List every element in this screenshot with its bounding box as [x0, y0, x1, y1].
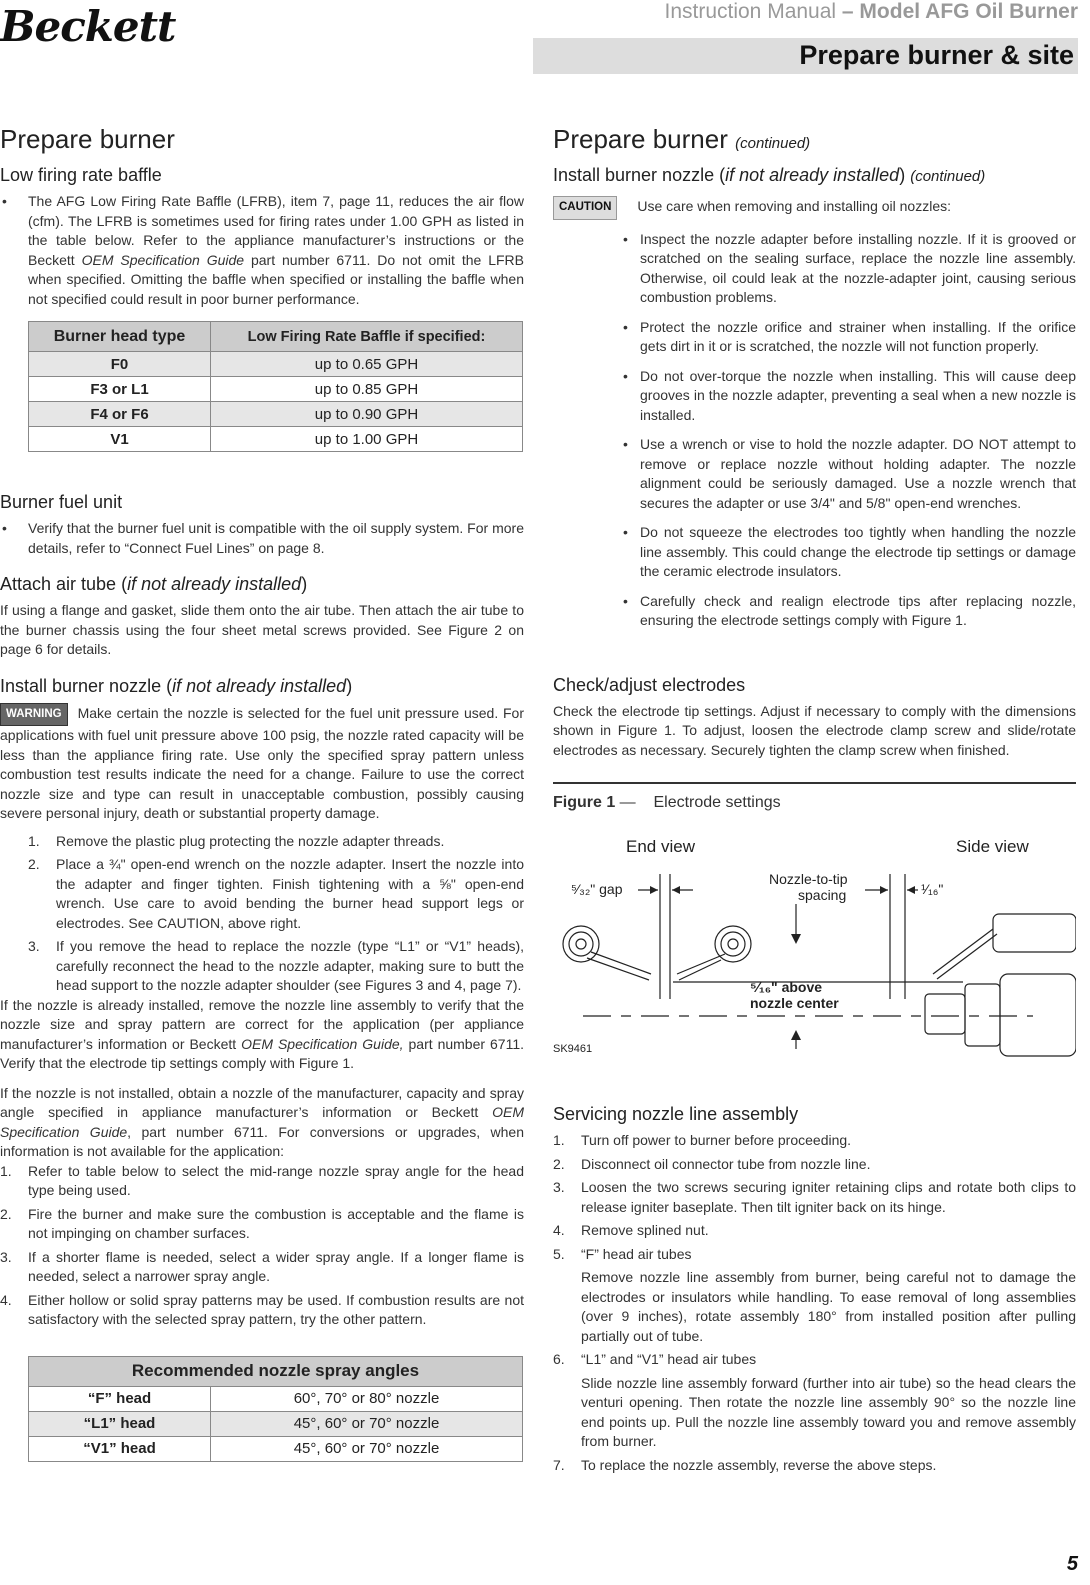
manual-title — [664, 0, 1078, 24]
lfrb-col-head: Burner head type — [29, 322, 211, 352]
electrode-settings-diagram — [553, 824, 1076, 1064]
list-item: 3. If a shorter flame is needed, select a wider spray angle. If a longer flame is needed, select a narrower spray angle. — [0, 1248, 524, 1284]
list-item: 6. “L1” and “V1” head air tubes — [553, 1351, 757, 1367]
caution-bullet: • Do not over-torque the nozzle when installing. This will cause deep grooves in the nozzle adapter, preventing a seal when a new nozzle is installed. — [623, 367, 1076, 423]
servicing-sub-l1v1: Slide nozzle line assembly forward (further into air tube) so the head clears the venturi opening. Then rotate the nozzle line assembly 90° so the nozzle line end points up. Pull the nozzle line assembly toward you and remove assembly from burner. — [581, 1374, 1076, 1449]
list-item: 2. Disconnect oil connector tube from nozzle line. — [553, 1155, 871, 1172]
caution-row — [553, 196, 1076, 220]
list-item: 1. Remove the plastic plug protecting the nozzle adapter threads. — [28, 832, 445, 849]
caution-bullet: • Inspect the nozzle adapter before installing nozzle. If it is grooved or scratched on the sealing surface, replace the nozzle line assembly. Otherwise, oil could leak at the nozzle-adapter joint, causing serious combustion problems. — [623, 230, 1076, 305]
lfrb-col-baffle: Low Firing Rate Baffle if specified: — [211, 322, 523, 352]
left-title: Prepare burner — [0, 124, 175, 154]
caution-bullet: • Protect the nozzle orifice and strainer when installing. If the orifice gets dirt in it or is scratched, the nozzle will not function properly. — [623, 318, 1076, 354]
selection-steps — [0, 1162, 524, 1330]
above-label-2: nozzle center — [750, 995, 839, 1011]
caution-bullet: • Use a wrench or vise to hold the nozzle adapter. DO NOT attempt to remove or replace nozzle without holding adapter. The nozzle alignment could be seriously damaged. Use a nozzle wrench that secures the adapter or use 3/4" and 5/8" open-end wrenches. — [623, 436, 1076, 511]
caution-badge: CAUTION — [553, 196, 617, 220]
tip-spacing-label-2: spacing — [798, 887, 847, 903]
manual-label: Instruction Manual — [664, 0, 837, 23]
list-item: 1. Refer to table below to select the mid-range nozzle spray angle for the head type being used. — [0, 1162, 524, 1198]
section-bar — [533, 38, 1078, 74]
servicing-steps-cont — [553, 1350, 1076, 1370]
right-column — [553, 124, 1076, 1475]
lfrb-text: The AFG Low Firing Rate Baffle (LFRB), item 7, page 11, reduces the air flow (cfm). The LFRB is sometimes used for firing rates under 1.00 GPH as listed in the table below. Refer to the appliance manufacturer’s instructions or the Beckett OEM Specification Guide part number 6711. Do not omit the LFRB when specified. Omitting the baffle when specified or installing the baffle when not specified could result in poor burner performance. — [28, 193, 524, 307]
fuel-bullet: • Verify that the burner fuel unit is compatible with the oil supply system. For more details, refer to “Connect Fuel Lines” on page 8. — [0, 519, 524, 558]
model-label: – Model AFG Oil Burner — [841, 0, 1078, 23]
section-title: Prepare burner & site — [799, 40, 1074, 70]
airtube-text: If using a flange and gasket, slide them onto the air tube. Then attach the air tube to the burner chassis using the four sheet metal screws provided. See Figure 2 on page 6 for details. — [0, 602, 524, 657]
table-row: “L1” head 45°, 60° or 70° nozzle — [29, 1411, 523, 1436]
electrodes-heading: Check/adjust electrodes — [553, 674, 746, 695]
list-item: 2. Place a ¾" open-end wrench on the nozzle adapter. Insert the nozzle into the adapter and finger tighten. Finish tightening with a ⅝" open-end wrench. Use care to avoid bending the burner head support legs or electrodes. See CAUTION, above right. — [28, 856, 524, 931]
nozzle-heading: Install burner nozzle (if not already installed) — [0, 675, 353, 696]
figure-caption: Figure 1 — Electrode settings — [553, 782, 1076, 812]
list-item: 7. To replace the nozzle assembly, reverse the above steps. — [553, 1456, 937, 1473]
list-item: 2. Fire the burner and make sure the combustion is acceptable and the flame is not impinging on chamber surfaces. — [0, 1205, 524, 1241]
list-item: 3. Loosen the two screws securing igniter retaining clips and rotate both clips to release igniter baseplate. Then tilt igniter back on its hinge. — [553, 1179, 1076, 1215]
airtube-heading: Attach air tube (if not already installed) — [0, 574, 308, 594]
table-row: F4 or F6 up to 0.90 GPH — [29, 402, 523, 427]
list-item: 4. Either hollow or solid spray patterns may be used. If combustion results are not satisfactory with the selected spray pattern, try the other pattern. — [0, 1291, 524, 1327]
left-column — [0, 124, 524, 1462]
servicing-sub-f: Remove nozzle line assembly from burner, being careful not to damage the electrodes or insulators while handling. To ease removal of long assemblies (over 9 inches), rotate assembly 180° from installed position after pulling partially out of tube. — [581, 1269, 1076, 1344]
servicing-steps-end — [553, 1456, 1076, 1476]
beckett-logo: Beckett — [0, 2, 176, 51]
lfrb-bullet: • The AFG Low Firing Rate Baffle (LFRB), item 7, page 11, reduces the air flow (cfm). The LFRB is sometimes used for firing rates under 1.00 GPH as listed in the table below. Refer to the appliance manufacturer’s instructions or the Beckett OEM Specification Guide part number 6711. Do not omit the LFRB when specified. Omitting the baffle when specified or installing the baffle when not specified could result in poor burner performance. — [0, 192, 524, 309]
electrodes-text: Check the electrode tip settings. Adjust if necessary to comply with the dimensions shown in Figure 1. To adjust, loosen the electrode clamp screw and slide/rotate electrodes as necessary. Securely tighten the clamp screw when finished. — [553, 702, 1076, 758]
lfrb-table — [28, 321, 523, 452]
gap-label: ⁵⁄₃₂" gap — [571, 881, 623, 897]
nozzle-not-installed-paragraph: If the nozzle is not installed, obtain a nozzle of the manufacturer, capacity and spray angle specified in appliance manufacturer’s information or Beckett OEM Specification Guide, part number 6711. For conversions or upgrades, when information is not available for the application: — [0, 1084, 524, 1159]
caution-bullet: • Do not squeeze the electrodes too tightly when handling the nozzle line assembly. This could change the electrode tip settings or damage the ceramic electrode insulators. — [623, 524, 1076, 579]
table-row: F3 or L1 up to 0.85 GPH — [29, 377, 523, 402]
spray-angle-table — [28, 1356, 523, 1462]
nozzle-installed-paragraph: If the nozzle is already installed, remove the nozzle line assembly to verify that the nozzle size and spray pattern are correct for the application (per appliance manufacturer’s information or Beckett OEM Specification Guide, part number 6711. Verify that the electrode tip settings comply with Figure 1. — [0, 996, 524, 1071]
tip-spacing-label-1: Nozzle-to-tip — [769, 871, 848, 887]
end-view-label: End view — [626, 837, 695, 856]
list-item: 3. If you remove the head to replace the nozzle (type “L1” or “V1” heads), carefully reconnect the head to the nozzle adapter, making sure to butt the head support to the nozzle adapter shoulder (see Figures 3 and 4, page 7). — [28, 938, 524, 993]
right-title: Prepare burner (continued) — [553, 124, 811, 154]
servicing-steps — [553, 1131, 1076, 1264]
nozzle-cont-heading: Install burner nozzle (if not already installed) (continued) — [553, 165, 986, 185]
drawing-code: SK9461 — [553, 1043, 593, 1055]
list-item: 4. Remove splined nut. — [553, 1222, 709, 1238]
table-row: V1 up to 1.00 GPH — [29, 427, 523, 452]
warning-badge: WARNING — [0, 703, 68, 727]
table-row: “F” head 60°, 70° or 80° nozzle — [29, 1386, 523, 1411]
caution-text: Use care when removing and installing oil nozzles: — [637, 198, 951, 214]
servicing-heading: Servicing nozzle line assembly — [553, 1104, 799, 1124]
page-number: 5 — [1066, 1553, 1078, 1575]
warning-paragraph: WARNING Make certain the nozzle is selected for the fuel unit pressure used. For applications with fuel unit pressure above 100 psig, the nozzle rated capacity will be less than the appliance firing rate. Use only the specified spray pattern unless combustion test results indicate the need for a change. Failure to use the correct nozzle size and type can result in unacceptable combustion, possibly causing severe personal injury, death or substantial property damage. — [0, 704, 524, 821]
list-item: 5. “F” head air tubes — [553, 1245, 692, 1262]
above-label-1: ⁵⁄₁₆" above — [750, 979, 823, 995]
list-item: 1. Turn off power to burner before proceeding. — [553, 1132, 852, 1148]
spray-table-title: Recommended nozzle spray angles — [29, 1356, 523, 1386]
install-steps — [28, 832, 524, 996]
fuel-text: Verify that the burner fuel unit is compatible with the oil supply system. For more details, refer to “Connect Fuel Lines” on page 8. — [28, 520, 524, 556]
table-row: “V1” head 45°, 60° or 70° nozzle — [29, 1436, 523, 1461]
lfrb-heading: Low firing rate baffle — [0, 165, 162, 185]
caution-bullet: • Carefully check and realign electrode tips after replacing nozzle, ensuring the electrode settings comply with Figure 1. — [623, 592, 1076, 628]
fuel-heading: Burner fuel unit — [0, 492, 123, 512]
side-view-label: Side view — [956, 837, 1029, 856]
sixteenth-label: ¹⁄₁₆" — [921, 881, 944, 897]
table-row: F0 up to 0.65 GPH — [29, 352, 523, 377]
